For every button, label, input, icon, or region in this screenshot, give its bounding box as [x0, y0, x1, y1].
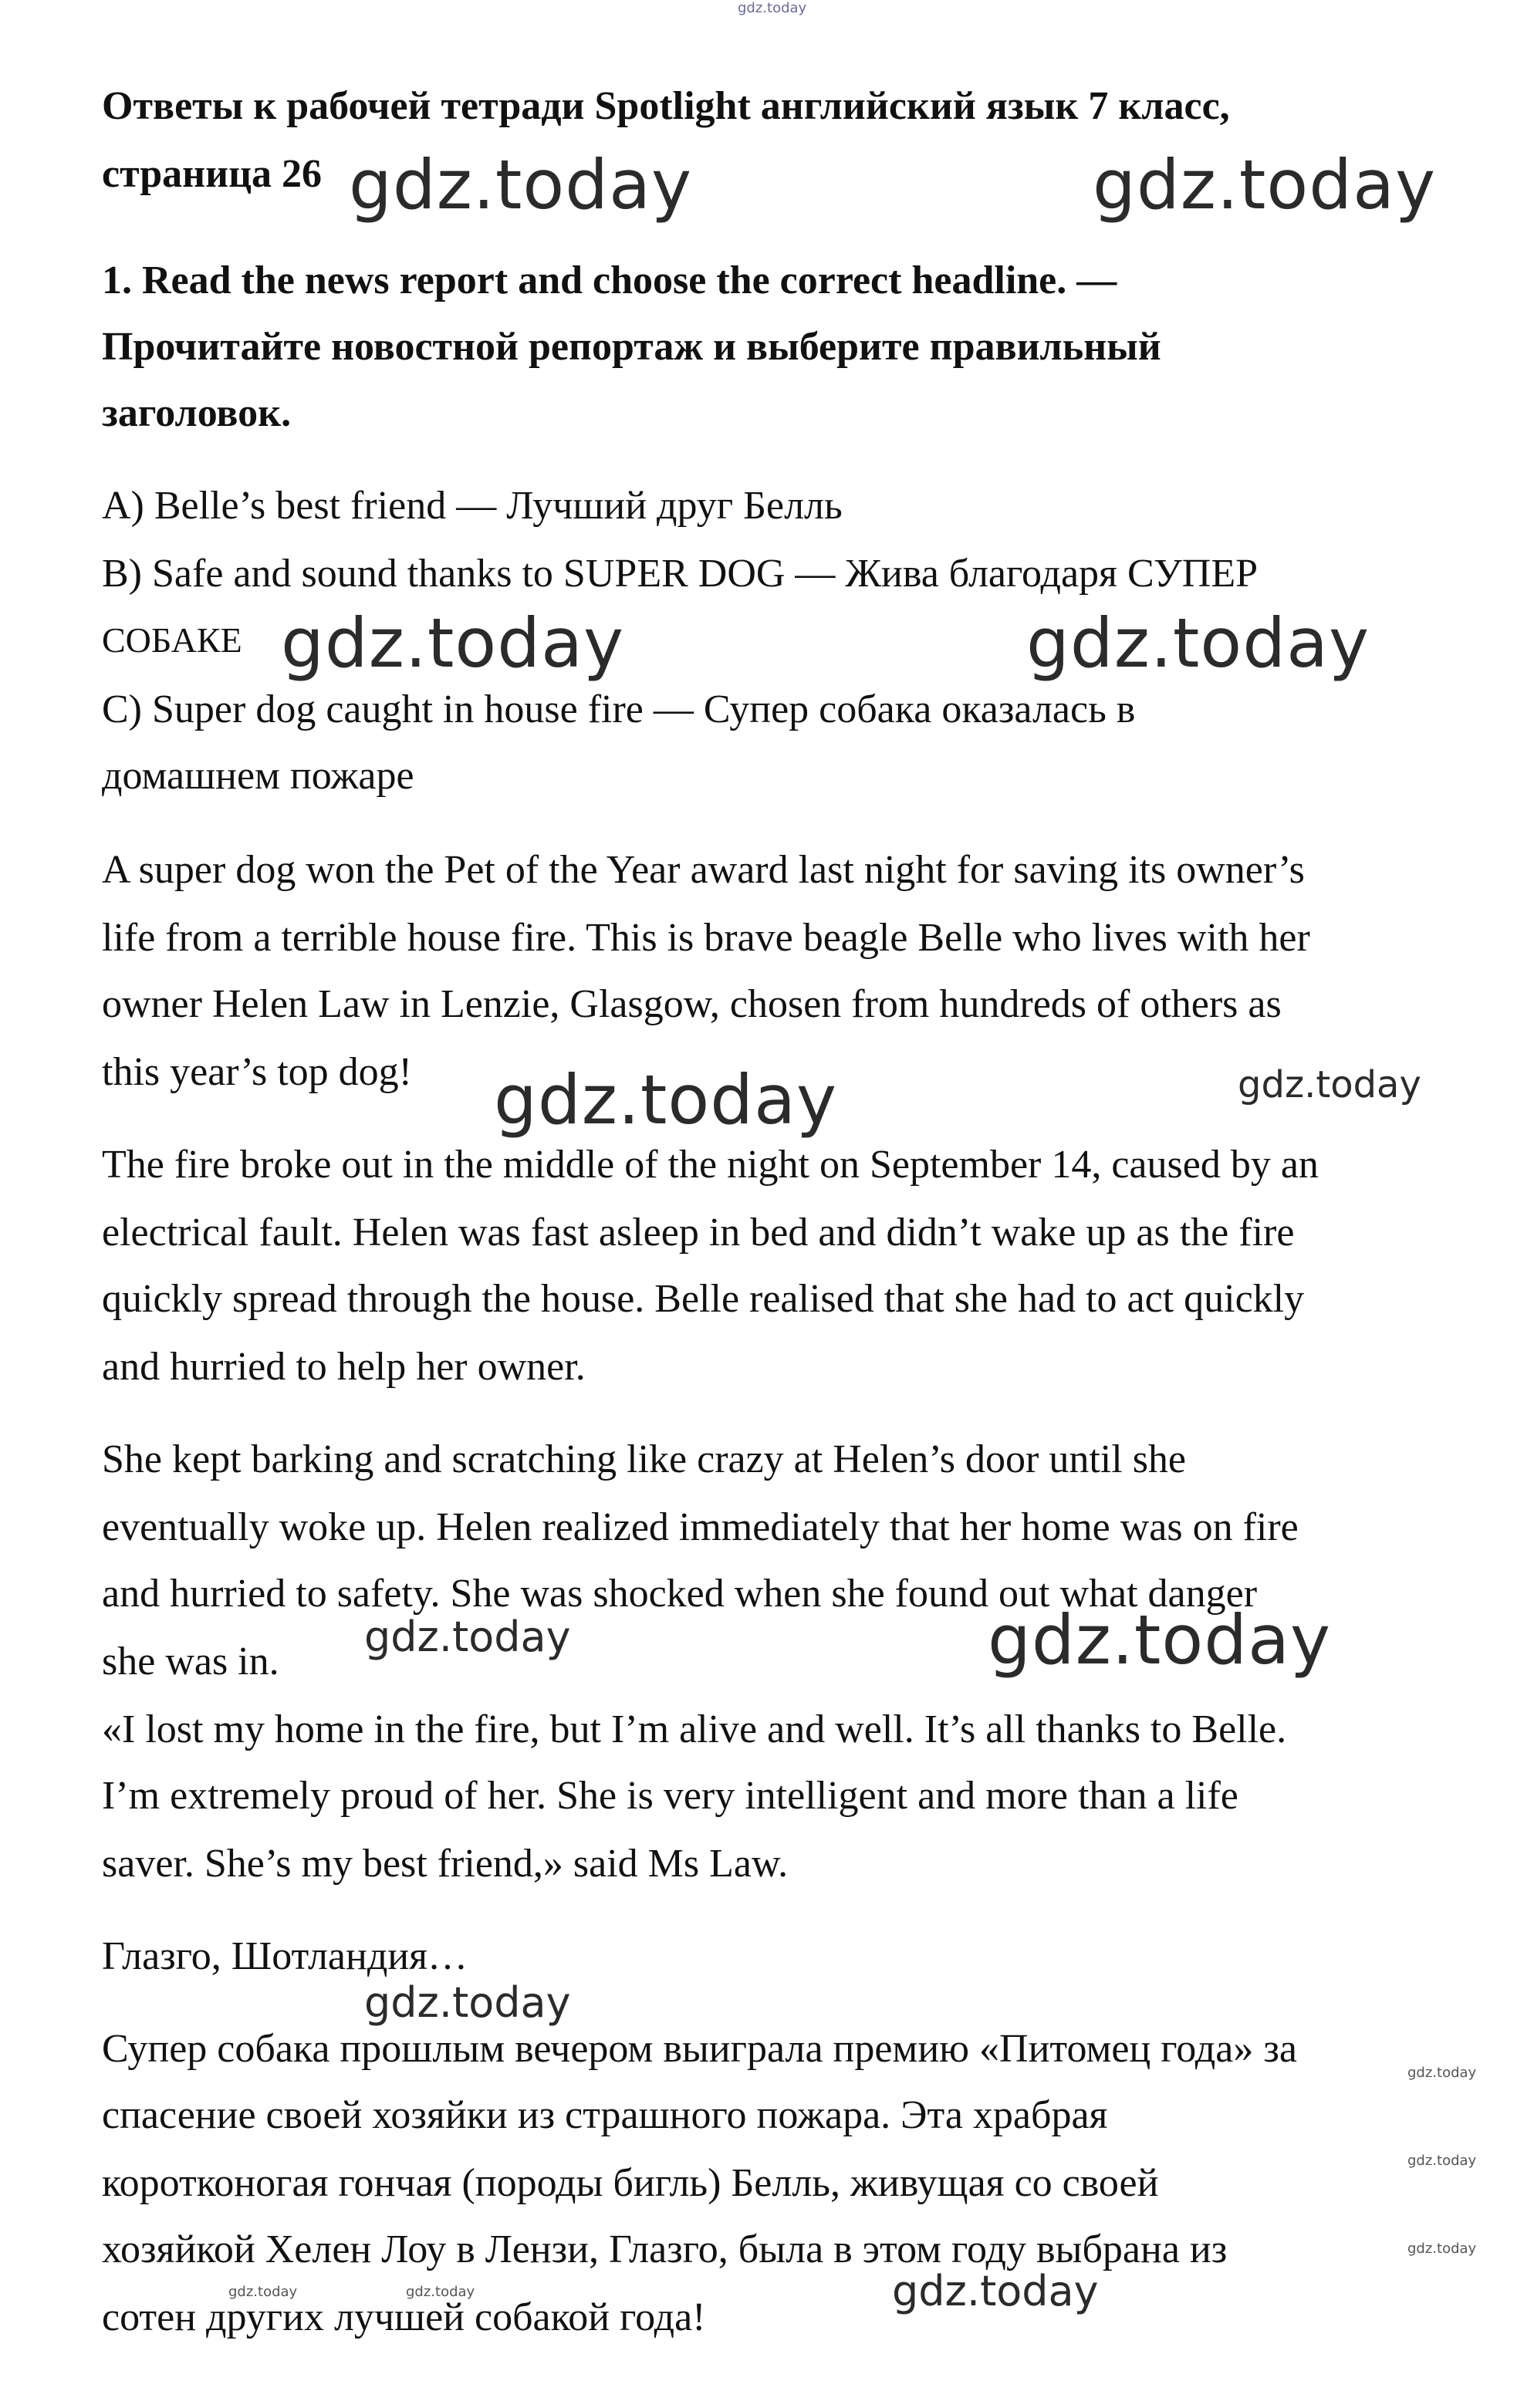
para4-line: I’m extremely proud of her. She is very intelligent and more than a life — [102, 1774, 1238, 1818]
watermark: gdz.today — [349, 145, 693, 225]
option-c-line2: домашнем пожаре — [102, 754, 414, 798]
task-heading-line2: Прочитайте новостной репортаж и выберите правильный — [102, 325, 1161, 369]
para2-line: The fire broke out in the middle of the night on September 14, caused by an — [102, 1143, 1319, 1187]
watermark: gdz.today — [1026, 603, 1370, 683]
para1-line: owner Helen Law in Lenzie, Glasgow, chosen from hundreds of others as — [102, 982, 1282, 1026]
watermark: gdz.today — [892, 2267, 1099, 2315]
ru-place: Глазго, Шотландия… — [102, 1934, 468, 1978]
para5-line: сотен других лучшей собакой года! — [102, 2295, 706, 2339]
watermark: gdz.today — [228, 2284, 298, 2300]
watermark: gdz.today — [1093, 145, 1437, 225]
para1-line: A super dog won the Pet of the Year award last night for saving its owner’s — [102, 848, 1305, 892]
para2-line: electrical fault. Helen was fast asleep in bed and didn’t wake up as the fire — [102, 1211, 1295, 1255]
option-c-line1: C) Super dog caught in house fire — Супер собака оказалась в — [102, 687, 1136, 731]
para3-line: and hurried to safety. She was shocked when she found out what danger — [102, 1572, 1258, 1616]
page-title-line2: страница 26 — [102, 152, 323, 196]
para3-line: eventually woke up. Helen realized immediately that her home was on fire — [102, 1505, 1299, 1549]
watermark: gdz.today — [364, 1978, 571, 2027]
watermark: gdz.today — [494, 1060, 838, 1140]
para3-line: she was in. — [102, 1640, 279, 1684]
task-heading-line1: 1. Read the news report and choose the correct headline. — — [102, 258, 1117, 302]
para4-line: saver. She’s my best friend,» said Ms Law. — [102, 1842, 789, 1886]
watermark: gdz.today — [988, 1600, 1332, 1680]
watermark-top: gdz.today — [738, 0, 807, 16]
para4-line: «I lost my home in the fire, but I’m alive and well. It’s all thanks to Belle. — [102, 1707, 1287, 1751]
page-title-line1: Ответы к рабочей тетради Spotlight английский язык 7 класс, — [102, 84, 1230, 128]
para2-line: and hurried to help her owner. — [102, 1345, 586, 1389]
option-b-line1: B) Safe and sound thanks to SUPER DOG — Жива благодаря СУПЕР — [102, 552, 1259, 596]
watermark: gdz.today — [406, 2284, 475, 2300]
para1-line: life from a terrible house fire. This is brave beagle Belle who lives with her — [102, 916, 1310, 960]
para5-line: Супер собака прошлым вечером выиграла премию «Питомец года» за — [102, 2027, 1297, 2071]
watermark: gdz.today — [1238, 1063, 1421, 1106]
watermark: gdz.today — [1407, 2153, 1477, 2169]
para5-line: коротконогая гончая (породы бигль) Белль, живущая со своей — [102, 2161, 1159, 2205]
watermark: gdz.today — [1407, 2241, 1477, 2257]
watermark: gdz.today — [1407, 2065, 1477, 2081]
option-a: A) Belle’s best friend — Лучший друг Белль — [102, 484, 843, 528]
para5-line: хозяйкой Хелен Лоу в Лензи, Глазго, была в этом году выбрана из — [102, 2227, 1228, 2271]
watermark: gdz.today — [364, 1613, 571, 1661]
para5-line: спасение своей хозяйки из страшного пожара. Эта храбрая — [102, 2093, 1108, 2137]
option-b-line2: СОБАКЕ — [102, 620, 242, 660]
para1-line: this year’s top dog! — [102, 1050, 412, 1094]
para2-line: quickly spread through the house. Belle realised that she had to act quickly — [102, 1277, 1305, 1321]
watermark: gdz.today — [281, 603, 625, 683]
para3-line: She kept barking and scratching like crazy at Helen’s door until she — [102, 1437, 1187, 1481]
task-heading-line3: заголовок. — [102, 391, 292, 435]
